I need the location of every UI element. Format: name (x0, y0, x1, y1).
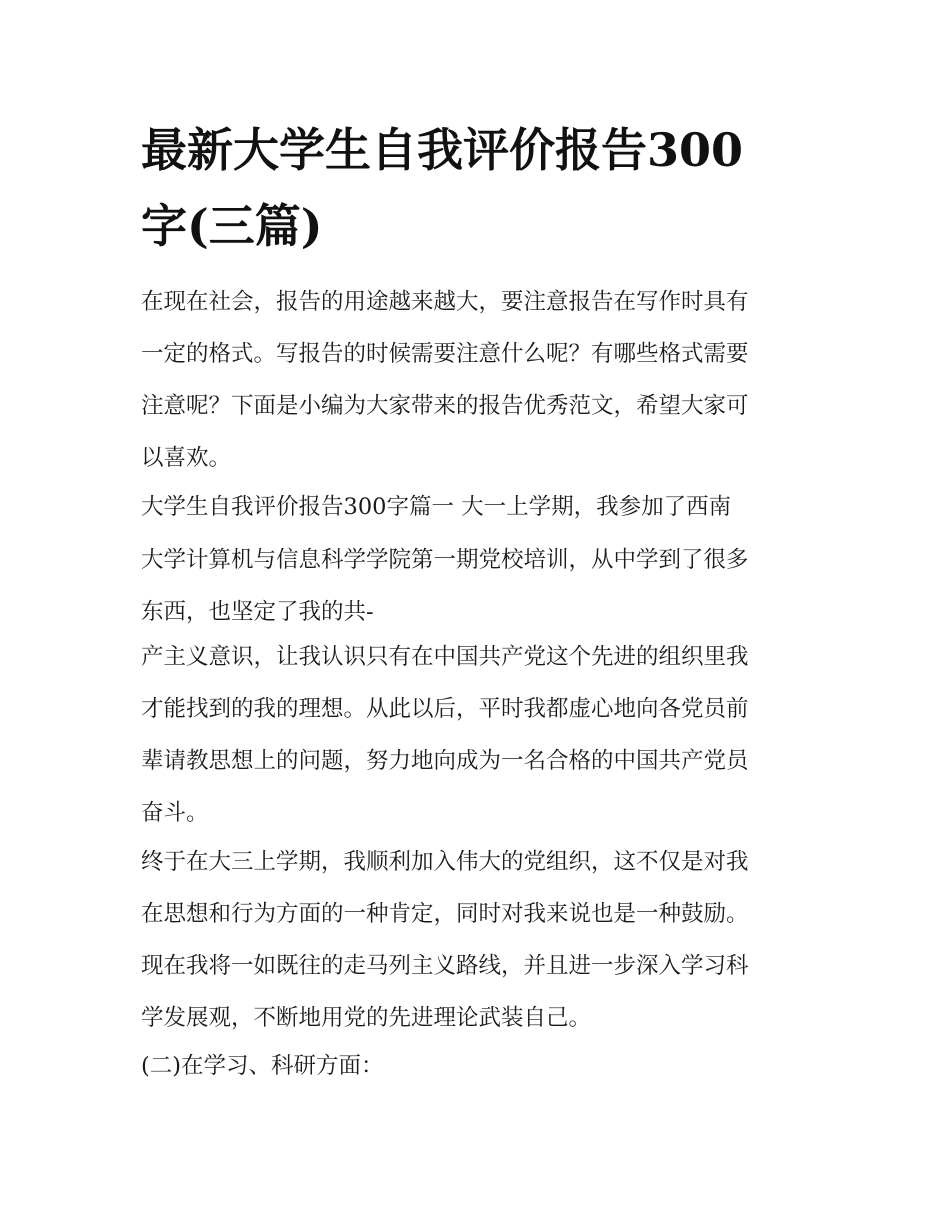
text-line: 大学生自我评价报告300字篇一 大一上学期，我参加了西南 (141, 494, 732, 520)
text-line: 东西，也坚定了我的共- (141, 599, 374, 625)
body-paragraph (141, 836, 813, 1044)
text-line: 大学计算机与信息科学学院第一期党校培训，从中学到了很多 (141, 547, 749, 573)
text-line: 一定的格式。写报告的时候需要注意什么呢？有哪些格式需要 (141, 341, 749, 367)
text-line: 注意呢？下面是小编为大家带来的报告优秀范文，希望大家可 (141, 393, 749, 419)
text-line: 产主义意识，让我认识只有在中国共产党这个先进的组织里我 (141, 644, 749, 670)
title-line: 最新大学生自我评价报告300 (141, 123, 744, 177)
section-one-heading-paragraph (141, 481, 813, 533)
body-paragraph (141, 534, 813, 638)
document-title (141, 112, 821, 264)
text-line: 现在我将一如既往的走马列主义路线，并且进一步深入学习科 (141, 953, 749, 979)
text-line: 在思想和行为方面的一种肯定，同时对我来说也是一种鼓励。 (141, 901, 749, 927)
text-line: 辈请教思想上的问题，努力地向成为一名合格的中国共产党员 (141, 748, 749, 774)
body-paragraph (141, 631, 813, 839)
text-line: 奋斗。 (141, 800, 209, 826)
intro-paragraph (141, 276, 813, 484)
subsection-heading (141, 1040, 813, 1092)
text-line: 以喜欢。 (141, 445, 232, 471)
title-line: 字(三篇) (141, 199, 323, 253)
text-line: 学发展观，不断地用党的先进理论武装自己。 (141, 1005, 592, 1031)
text-line: 才能找到的我的理想。从此以后，平时我都虚心地向各党员前 (141, 696, 749, 722)
text-line: 终于在大三上学期，我顺利加入伟大的党组织，这不仅是对我 (141, 849, 749, 875)
text-line: 在现在社会，报告的用途越来越大，要注意报告在写作时具有 (141, 289, 749, 315)
text-line: (二)在学习、科研方面： (141, 1053, 384, 1079)
